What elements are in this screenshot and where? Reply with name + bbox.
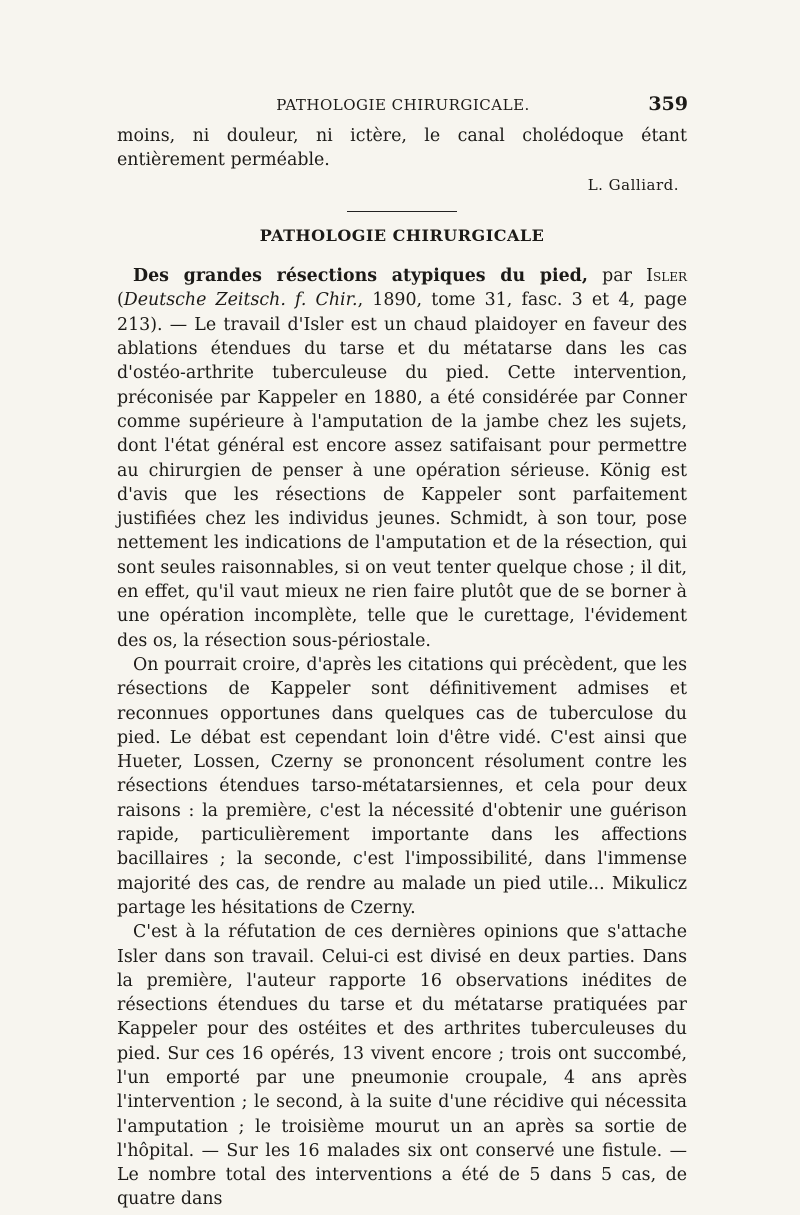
open-paren: (: [117, 290, 124, 311]
author-signature: L. Galliard.: [587, 175, 679, 194]
text-block: [117, 124, 687, 1212]
running-head: [118, 93, 688, 120]
section-divider: [347, 211, 457, 212]
paragraph-3: C'est à la réfutation de ces dernières opinions que s'attache Isler dans son travail. Celui-ci est divisé en deux parties. Dans la première, l'auteur rapporte 16 observations inédites de résections étendues du tarse et du métatarse pratiquées par Kappeler pour des ostéites et des arthrites tuberculeuses du pied. Sur ces 16 opérés, 13 vivent encore ; trois ont succombé, l'un emporté par une pneumonie croupale, 4 ans après l'intervention ; le second, à la suite d'une récidive qui nécessita l'amputation ; le troisième mourut un an après sa sortie de l'hôpital. — Sur les 16 malades six ont conservé une fistule. — Le nombre total des interventions a été de 5 dans 5 cas, de quatre dans: [117, 922, 687, 1210]
page-number: 359: [648, 93, 688, 115]
paragraph-1: [117, 264, 687, 653]
journal-name: Deutsche Zeitsch. f. Chir.: [123, 290, 358, 311]
previous-article-ending: moins, ni douleur, ni ictère, le canal cholédoque étant entièrement perméable.: [117, 126, 687, 171]
article-lead-title: Des grandes résections atypiques du pied,: [133, 266, 588, 287]
paragraph-1-text: — Le travail d'Isler est un chaud plaidoyer en faveur des ablations étendues du tarse et du métatarse dans les cas d'ostéo-arthrite tuberculeuse du pied. Cette intervention, préconisée par Kappeler en 1880, a été considérée par Conner comme supérieure à l'amputation de la jambe chez les sujets, dont l'état général est encore assez satifaisant pour permettre au chirurgien de penser à une opération sérieuse. König est d'avis que les résections de Kappeler sont parfaitement justifiées chez les individus jeunes. Schmidt, à son tour, pose nettement les indications de l'amputation et de la résection, qui sont seules raisonnables, si on veut tenter quelque chose ; il dit, en effet, qu'il vaut mieux ne rien faire plutôt que de se borner à une opération incomplète, telle que le curettage, l'évidement des os, la résection sous-périostale.: [117, 314, 687, 651]
paragraph-2: On pourrait croire, d'après les citations qui précèdent, que les résections de Kappeler sont définitivement admises et reconnues opportunes dans quelques cas de tuberculose du pied. Le débat est cependant loin d'être vidé. C'est ainsi que Hueter, Lossen, Czerny se prononcent résolument contre les résections étendues tarso-métatarsiennes, et cela pour deux raisons : la première, c'est la nécessité d'obtenir une guérison rapide, particulièrement importante dans les affections bacillaires ; la seconde, c'est l'impossibilité, dans l'immense majorité des cas, de rendre au malade un pied utile... Mikulicz partage les hésitations de Czerny.: [117, 654, 687, 918]
article-author: Isler: [646, 266, 688, 287]
section-title: PATHOLOGIE CHIRURGICALE: [259, 225, 545, 245]
citation-details: , 1890, tome 31, fasc. 3 et 4, page 213).: [117, 290, 688, 335]
article-by: par: [587, 266, 647, 287]
running-title: PATHOLOGIE CHIRURGICALE.: [276, 96, 530, 114]
